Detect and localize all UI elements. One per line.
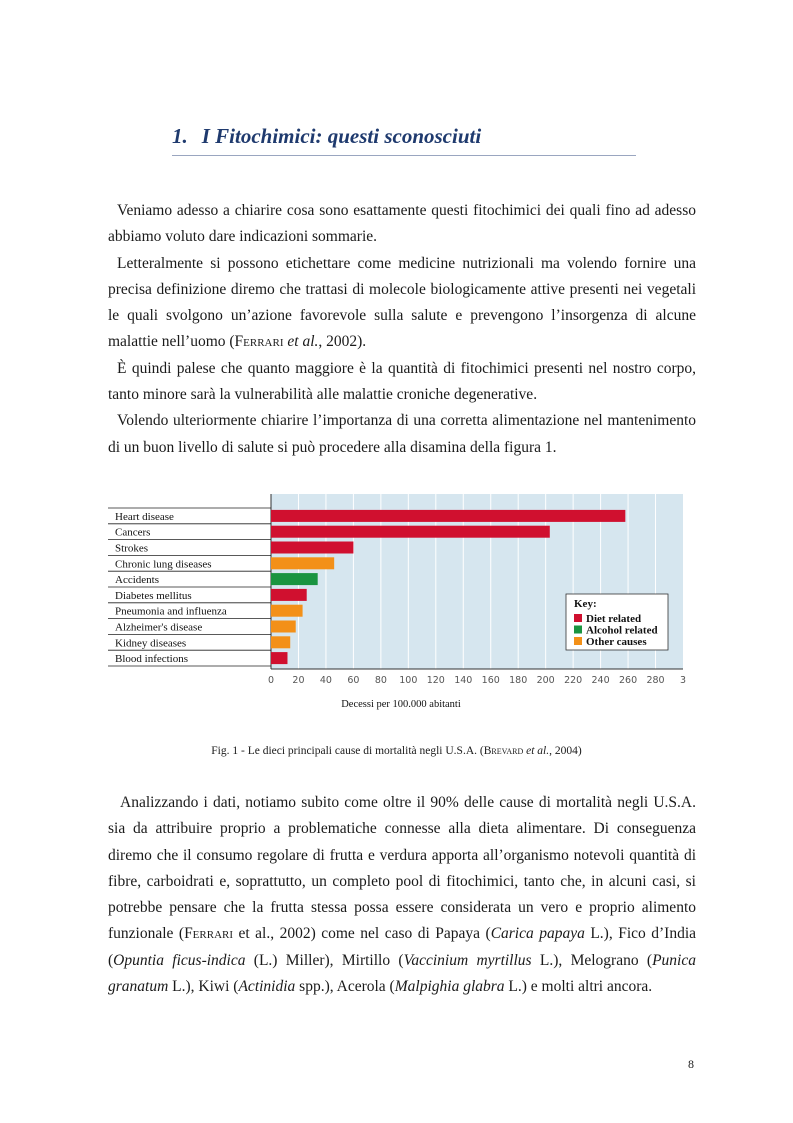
figure-caption: Fig. 1 - Le dieci principali cause di mortalità negli U.S.A. (Brevard et al., 2004) bbox=[211, 745, 582, 757]
legend-label: Diet related bbox=[586, 613, 642, 625]
legend-label: Other causes bbox=[586, 636, 647, 648]
x-tick-label: 160 bbox=[481, 675, 500, 686]
bar-accidents bbox=[271, 573, 318, 585]
bar-diabetes-mellitus bbox=[271, 589, 307, 601]
x-tick-label: 60 bbox=[347, 675, 360, 686]
x-tick-label: 20 bbox=[292, 675, 305, 686]
category-label: Chronic lung diseases bbox=[115, 558, 212, 571]
category-label: Alzheimer's disease bbox=[115, 621, 203, 634]
x-tick-label: 100 bbox=[399, 675, 418, 686]
paragraph: Veniamo adesso a chiarire cosa sono esattamente questi fitochimici dei quali fino ad adesso abbiamo voluto dare indicazioni sommarie. bbox=[108, 202, 696, 246]
section-heading bbox=[172, 124, 481, 149]
heading-underline bbox=[172, 155, 636, 156]
x-tick-label: 140 bbox=[454, 675, 473, 686]
x-axis-label: Decessi per 100.000 abitanti bbox=[341, 699, 461, 710]
legend-swatch bbox=[574, 637, 582, 645]
bar-kidney-diseases bbox=[271, 636, 290, 648]
section-title: I Fitochimici: questi sconosciuti bbox=[201, 124, 482, 148]
bar-alzheimer-s-disease bbox=[271, 621, 296, 633]
paragraph: Letteralmente si possono etichettare come medicine nutrizionali ma volendo fornire una precisa definizione diremo che trattasi di molecole biologicamente attive presenti nei vegetali le quali svolgono un’azione favorevole sulla salute e prevengono l’insorgenza di alcune malattie nell’uomo (Ferrari et al., 2002). bbox=[108, 254, 696, 351]
x-tick-label: 200 bbox=[536, 675, 555, 686]
x-tick-label: 80 bbox=[374, 675, 387, 686]
analysis-paragraph: Analizzando i dati, notiamo subito come oltre il 90% delle cause di mortalità negli U.S.A. sia da attribuire proprio a problematiche connesse alla dieta alimentare. Di conseguenza diremo che il consumo regolare di frutta e verdura apporta all’organismo notevoli quantità di fibre, carboidrati e, soprattutto, un completo pool di fitochimici, tanto che, in alcuni casi, si potrebbe pensare che la frutta stessa possa essere considerata un vero e proprio alimento funzionale (Ferrari et al., 2002) come nel caso di Papaya (Carica papaya L.), Fico d’India (Opuntia ficus-indica (L.) Miller), Mirtillo (Vaccinium myrtillus L.), Melograno (Punica granatum L.), Kiwi (Actinidia spp.), Acerola (Malpighia glabra L.) e molti altri ancora. bbox=[108, 794, 697, 996]
x-tick-label: 3 bbox=[679, 675, 687, 686]
legend-swatch bbox=[574, 614, 582, 622]
paragraph: È quindi palese che quanto maggiore è la quantità di fitochimici presenti nel nostro corpo, tanto minore sarà la vulnerabilità alle malattie croniche degenerative. bbox=[108, 359, 696, 404]
legend-label: Alcohol related bbox=[586, 624, 658, 637]
x-tick-label: 120 bbox=[426, 675, 445, 686]
category-label: Strokes bbox=[115, 542, 148, 555]
section-number: 1. bbox=[172, 124, 188, 148]
mortality-chart bbox=[108, 492, 688, 722]
category-label: Kidney diseases bbox=[115, 637, 187, 650]
legend-title: Key: bbox=[574, 598, 597, 610]
x-tick-label: 240 bbox=[591, 675, 610, 686]
bar-heart-disease bbox=[271, 510, 625, 522]
paragraph: Volendo ulteriormente chiarire l’importanza di una corretta alimentazione nel mantenimento di un buon livello di salute si può procedere alla disamina della figura 1. bbox=[108, 412, 696, 456]
category-label: Cancers bbox=[115, 526, 151, 539]
category-label: Pneumonia and influenza bbox=[115, 605, 227, 618]
x-tick-label: 280 bbox=[646, 675, 665, 686]
x-tick-label: 220 bbox=[564, 675, 583, 686]
legend-swatch bbox=[574, 626, 582, 634]
category-label: Diabetes mellitus bbox=[115, 589, 192, 602]
mortality-bar-chart bbox=[108, 492, 688, 722]
category-label: Blood infections bbox=[115, 653, 189, 666]
bar-cancers bbox=[271, 526, 550, 538]
x-tick-label: 260 bbox=[618, 675, 638, 686]
bar-pneumonia-and-influenza bbox=[271, 605, 303, 617]
bar-chronic-lung-diseases bbox=[271, 557, 334, 569]
bar-blood-infections bbox=[271, 652, 287, 664]
category-label: Accidents bbox=[115, 574, 159, 587]
x-tick-label: 0 bbox=[267, 675, 275, 686]
intro-paragraphs bbox=[108, 198, 696, 461]
citation-author: Ferrari bbox=[234, 333, 284, 351]
x-tick-label: 40 bbox=[319, 675, 332, 686]
bar-strokes bbox=[271, 542, 353, 554]
category-label: Heart disease bbox=[115, 510, 174, 523]
x-tick-label: 180 bbox=[509, 675, 528, 686]
page-number: 8 bbox=[688, 1057, 694, 1071]
